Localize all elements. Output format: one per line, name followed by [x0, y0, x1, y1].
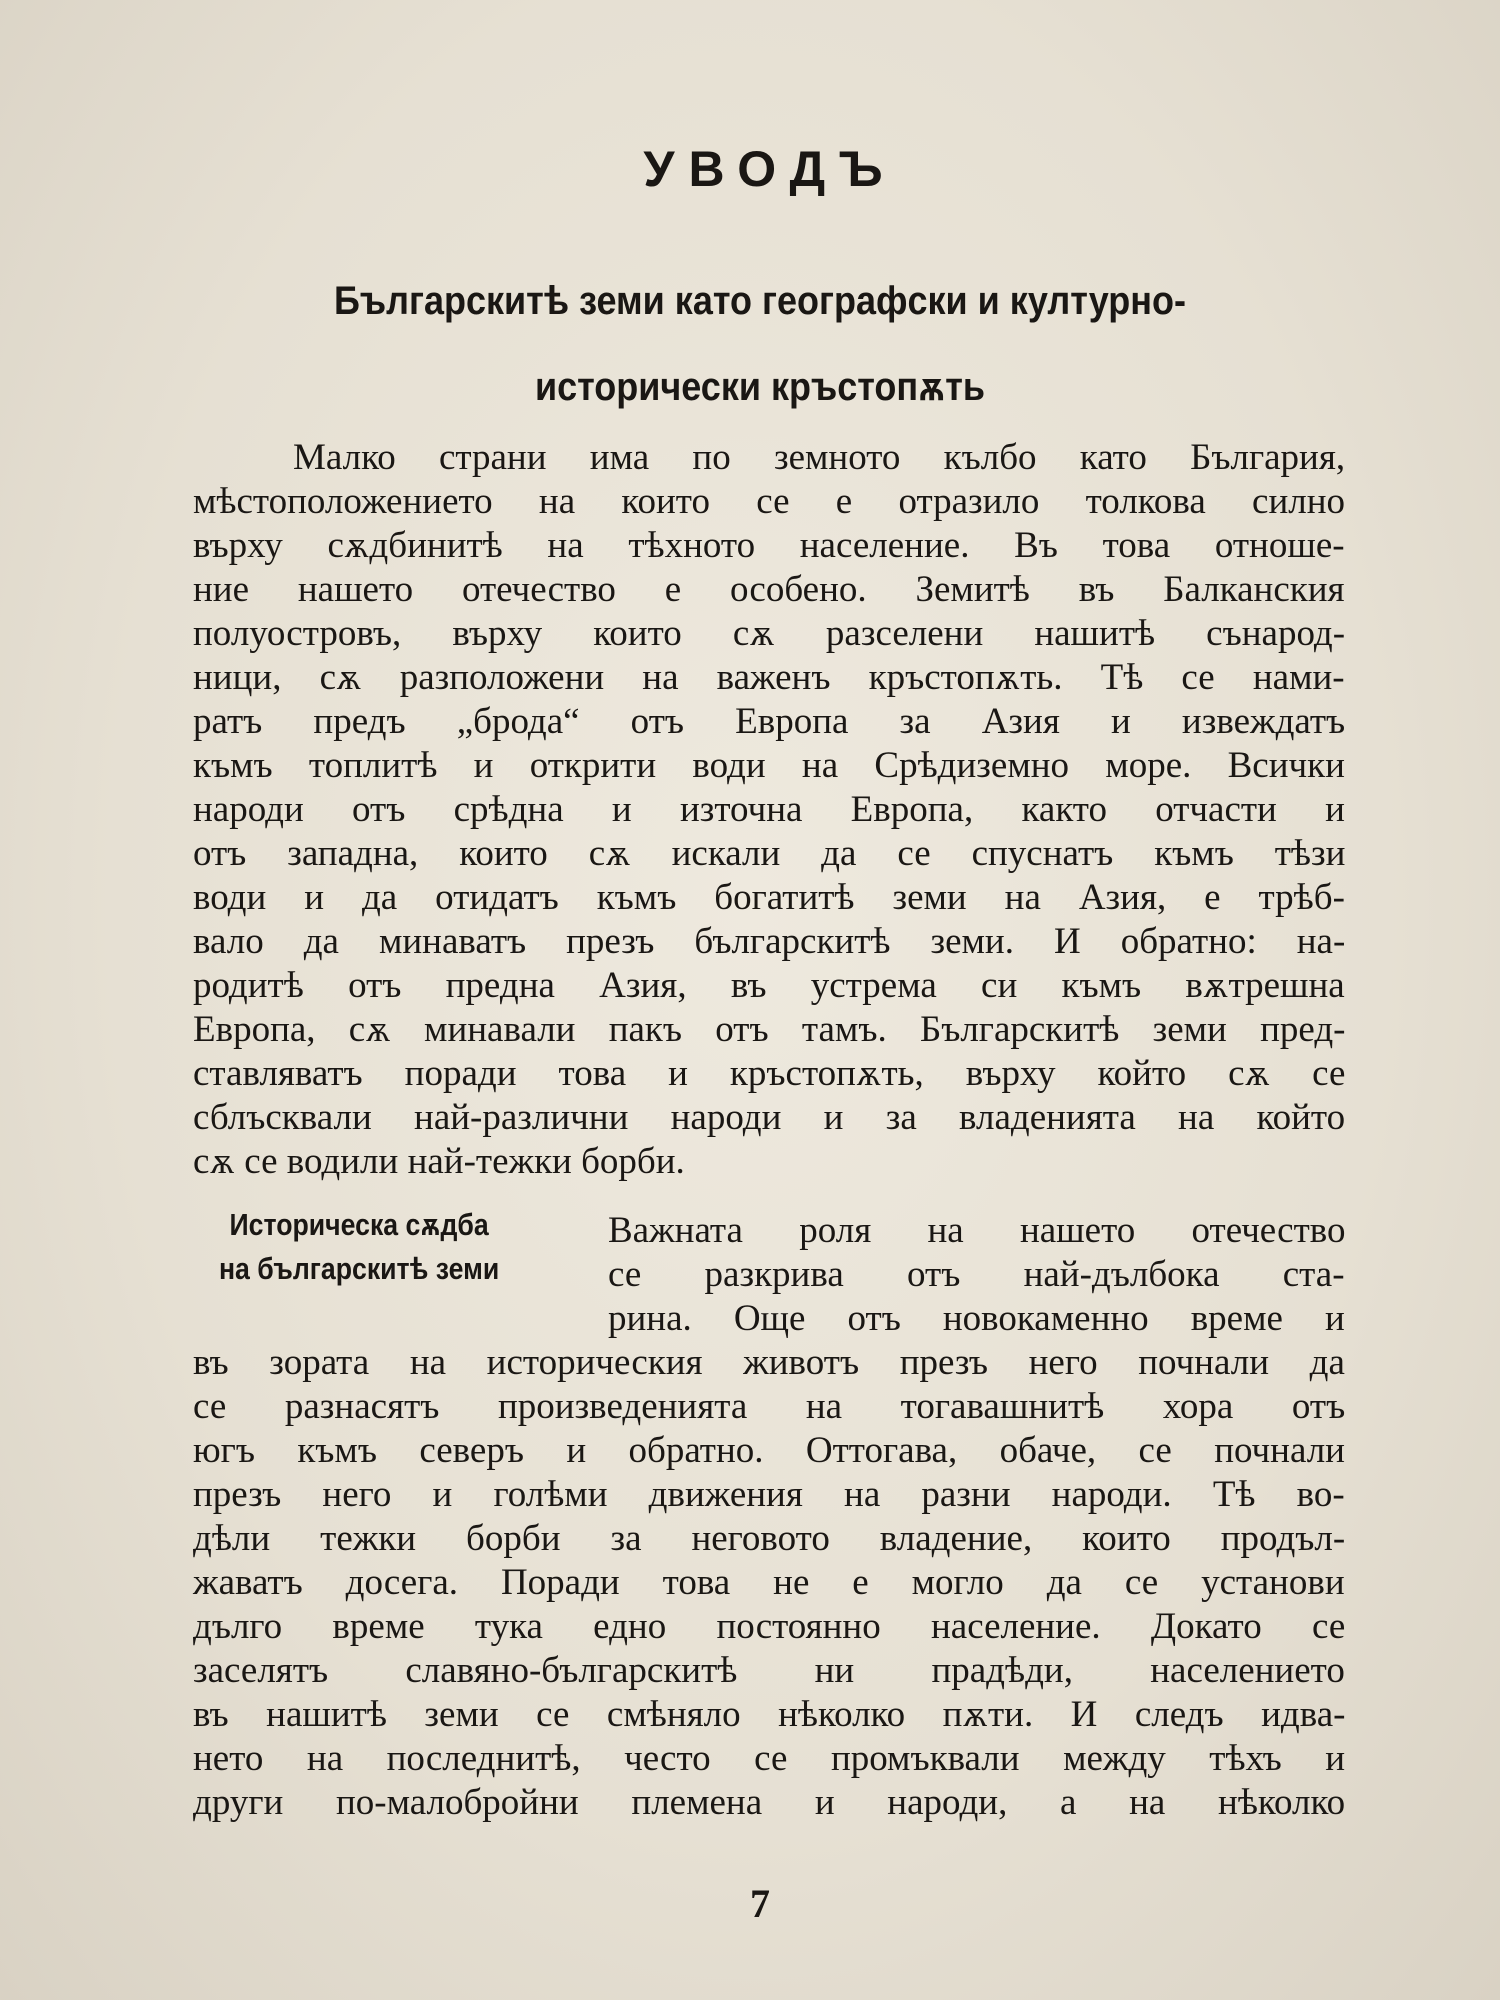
text-line: въ зората на историческия животъ презъ него почнали да: [193, 1342, 1345, 1383]
text-line: върху сѫдбинитѣ на тѣхното население. Въ това отноше-: [193, 525, 1345, 566]
text-line: народи отъ срѣдна и източна Европа, както отчасти и: [193, 789, 1345, 830]
section-heading-line: исторически кръстопѫть: [534, 365, 986, 409]
text-line: ратъ предъ „брода“ отъ Европа за Азия и извеждатъ: [193, 701, 1346, 742]
text-line: Европа, сѫ минавали пакъ отъ тамъ. Българскитѣ земи пред-: [193, 1009, 1346, 1050]
text-line: сѫ се водили най-тежки борби.: [193, 1141, 685, 1182]
text-line: се разнасятъ произведенията на тогавашнитѣ хора отъ: [193, 1386, 1346, 1427]
text-line: югъ къмъ северъ и обратно. Оттогава, обаче, се почнали: [193, 1430, 1345, 1471]
text-line: рина. Още отъ новокаменно време и: [608, 1298, 1345, 1339]
text-line: Малко страни има по земното кълбо като България,: [293, 437, 1346, 478]
text-line: родитѣ отъ предна Азия, въ устрема си къмъ вѫтрешна: [193, 965, 1345, 1006]
margin-note-line: на българскитѣ земи: [218, 1251, 500, 1286]
text-line: заселятъ славяно-българскитѣ ни прадѣди, населението: [193, 1650, 1345, 1691]
text-line: сблъсквали най-различни народи и за владенията на който: [193, 1097, 1346, 1138]
text-line: къмъ топлитѣ и открити води на Срѣдиземно море. Всички: [193, 745, 1345, 786]
text-line: нето на последнитѣ, често се промъквали между тѣхъ и: [193, 1738, 1346, 1779]
text-line: въ нашитѣ земи се смѣняло нѣколко пѫти. И следъ идва-: [193, 1694, 1346, 1735]
text-line: отъ западна, които сѫ искали да се спуснатъ къмъ тѣзи: [193, 833, 1346, 874]
text-line: мѣстоположението на които се е отразило толкова силно: [193, 481, 1346, 522]
text-line: дѣли тежки борби за неговото владение, които продъл-: [193, 1518, 1346, 1559]
text-line: се разкрива отъ най-дълбока ста-: [608, 1254, 1345, 1295]
margin-note-line: Историческа сѫдба: [229, 1207, 489, 1242]
history-paragraph-beside-note: [608, 1209, 1345, 1341]
text-line: други по-малобройни племена и народи, а на нѣколко: [193, 1782, 1346, 1823]
text-line: Важната роля на нашето отечество: [608, 1210, 1346, 1251]
text-line: води и да отидатъ къмъ богатитѣ земи на Азия, е трѣб-: [193, 877, 1345, 918]
text-line: дълго време тука едно постоянно население. Докато се: [193, 1606, 1346, 1647]
text-line: ници, сѫ разположени на важенъ кръстопѫть. Тѣ се нами-: [193, 657, 1345, 698]
margin-note: [200, 1203, 518, 1291]
section-heading: [220, 258, 1300, 430]
text-line: ставляватъ поради това и кръстопѫть, върху който сѫ се: [193, 1053, 1346, 1094]
text-line: вало да минаватъ презъ българскитѣ земи. И обратно: на-: [193, 921, 1346, 962]
text-line: презъ него и голѣми движения на разни народи. Тѣ во-: [193, 1474, 1345, 1515]
intro-paragraph: [193, 436, 1345, 1184]
text-line: полуостровъ, върху които сѫ разселени нашитѣ сънарод-: [193, 613, 1346, 654]
chapter-title: УВОДЪ: [643, 141, 897, 197]
history-paragraph: [193, 1341, 1345, 1825]
page-number: 7: [750, 1881, 770, 1926]
text-line: жаватъ досега. Поради това не е могло да се установи: [193, 1562, 1345, 1603]
section-heading-line: Българскитѣ земи като географски и културно-: [333, 279, 1187, 323]
text-line: ние нашето отечество е особено. Земитѣ въ Балканския: [193, 569, 1345, 610]
